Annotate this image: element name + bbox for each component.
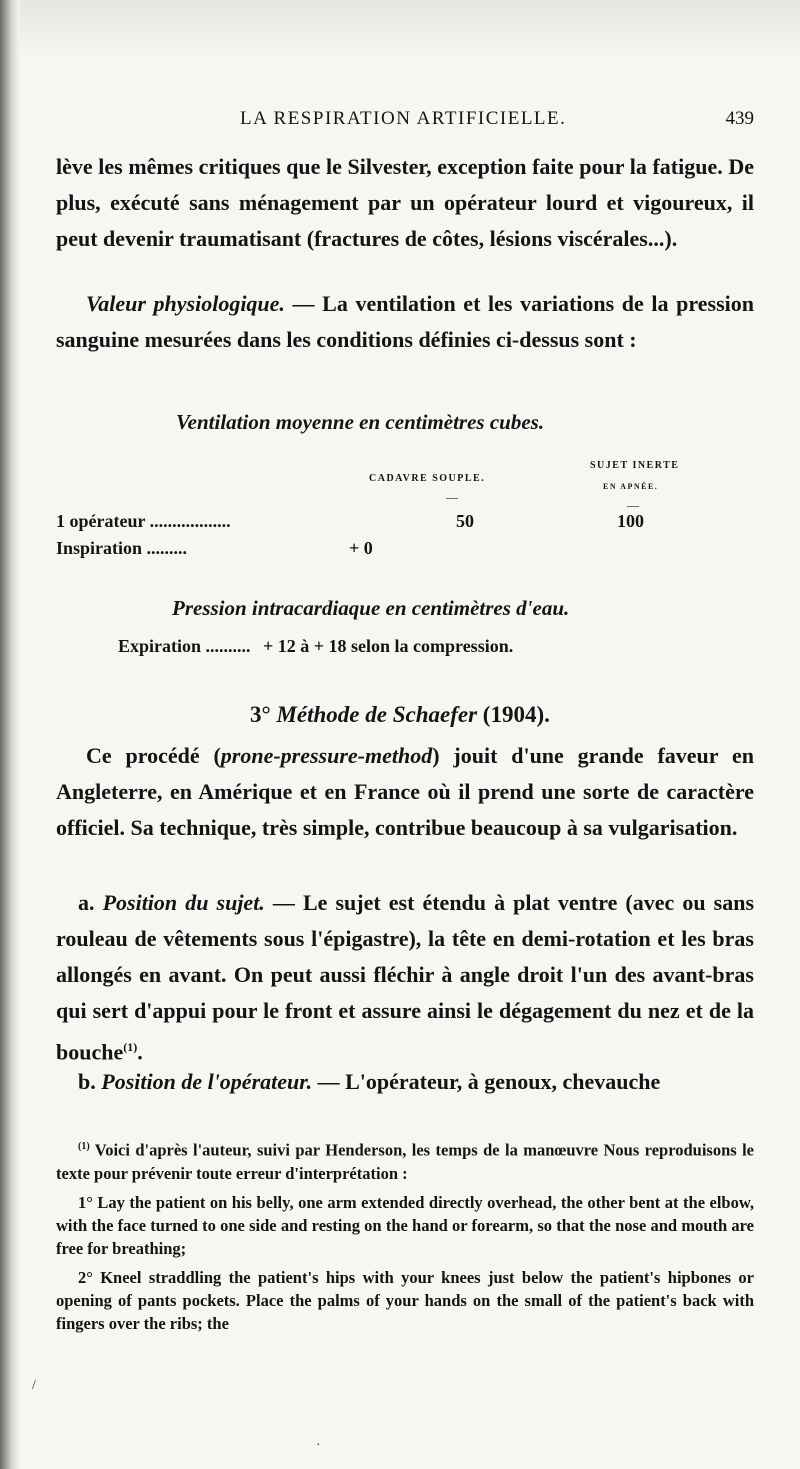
- stray-mark: /: [32, 1378, 36, 1393]
- page-number: 439: [725, 108, 754, 129]
- section-number: 3°: [250, 702, 271, 727]
- row-label: Inspiration: [56, 538, 143, 558]
- page-header: [56, 108, 754, 134]
- section-heading: [250, 697, 550, 733]
- pressure-value: + 12 à + 18 selon la compression.: [263, 636, 514, 656]
- item-letter: a.: [78, 890, 95, 915]
- paragraph-text: lève les mêmes critiques que le Silvester, exception faite pour la fatigue. De plus, exécuté sans ménagement par un opérateur lourd et vigoureux, il peut devenir traumatisant (fractures de côtes, lésions viscérales...).: [56, 154, 754, 251]
- row-leader: .........: [146, 538, 188, 558]
- method-name: prone-pressure-method: [220, 743, 433, 768]
- column-dash: —: [627, 498, 639, 512]
- scan-shadow-top: [0, 0, 800, 60]
- pressure-title: Pression intracardiaque en centimètres d'eau.: [172, 596, 570, 620]
- row-label: 1 opérateur: [56, 511, 146, 531]
- cell-cadavre: + 0: [349, 538, 373, 558]
- section-year: (1904).: [482, 702, 550, 727]
- footnote-reference: (1): [123, 1040, 138, 1054]
- row-leader: ..................: [149, 511, 231, 531]
- column-header-sujet: SUJET INERTE: [590, 460, 680, 471]
- row-leader: ..........: [205, 636, 251, 656]
- footnotes: [56, 1135, 754, 1341]
- paragraph-critique: [56, 149, 754, 257]
- stray-mark: ·: [316, 1438, 321, 1453]
- cell-cadavre: 50: [456, 511, 474, 531]
- paragraph-text: — La ventilation et les variations de la pression sanguine mesurées dans les conditions définies ci-dessus sont :: [56, 291, 754, 352]
- footnote: $^{(1)}$ Voici d'après l'auteur, suivi par Henderson, les temps de la manœuvre Nous reproduisons le texte pour prévenir toute erreur d'interprétation :: [56, 1140, 755, 1183]
- pressure-row: [118, 636, 513, 657]
- table-row: [56, 511, 231, 532]
- footnote-mark: (1): [78, 1141, 90, 1152]
- footnote-paragraph: 2° Kneel straddling the patient's hips with your knees just below the patient's hipbones or opening of pants pockets. Place the palms of your hands on the small of the patient's back with fingers over the ribs; the: [56, 1267, 754, 1333]
- item-title: Position du sujet.: [102, 890, 265, 915]
- scan-shadow-left: [0, 0, 20, 1469]
- column-header-cadavre: CADAVRE SOUPLE.: [369, 473, 486, 484]
- table-row: [56, 538, 187, 559]
- paragraph-physiological-value: [56, 286, 754, 358]
- cell-sujet: 100: [617, 511, 644, 531]
- paragraph-position-sujet: a. Position du sujet. — Le sujet est étendu à plat ventre (avec ou sans rouleau de vêtements sous l'épigastre), la tête en demi-rotation et les bras allongés en avant. On peut aussi fléchir à angle droit l'un des avant-bras qui sert d'appui pour le front et assure ainsi le dégagement du nez et de la bouche$^{(1)}$.: [56, 890, 755, 1065]
- item-title: Position de l'opérateur.: [101, 1069, 313, 1094]
- ventilation-table-title: Ventilation moyenne en centimètres cubes.: [176, 410, 545, 434]
- column-header-apnee: EN APNÉE.: [603, 482, 659, 491]
- section-title: Méthode de Schaefer: [276, 702, 478, 727]
- row-label: Expiration: [118, 636, 202, 656]
- footnote-paragraph: 1° Lay the patient on his belly, one arm extended directly overhead, the other bent at the elbow, with the face turned to one side and resting on the hand or forearm, so that the nose and mouth are free for breathing;: [56, 1192, 754, 1258]
- heading-physiological-value: Valeur physiologique.: [86, 291, 285, 316]
- paragraph-position-operateur: b. Position de l'opérateur. — L'opérateur, à genoux, chevauche: [78, 1069, 661, 1094]
- item-letter: b.: [78, 1069, 96, 1094]
- running-title: LA RESPIRATION ARTIFICIELLE.: [240, 108, 567, 129]
- paragraph-schaefer-intro: Ce procédé (prone-pressure-method) jouit d'une grande faveur en Angleterre, en Amérique et en France où il prend une sorte de caractère officiel. Sa technique, très simple, contribue beaucoup à sa vulgarisation.: [56, 743, 754, 840]
- column-dash: —: [446, 490, 458, 504]
